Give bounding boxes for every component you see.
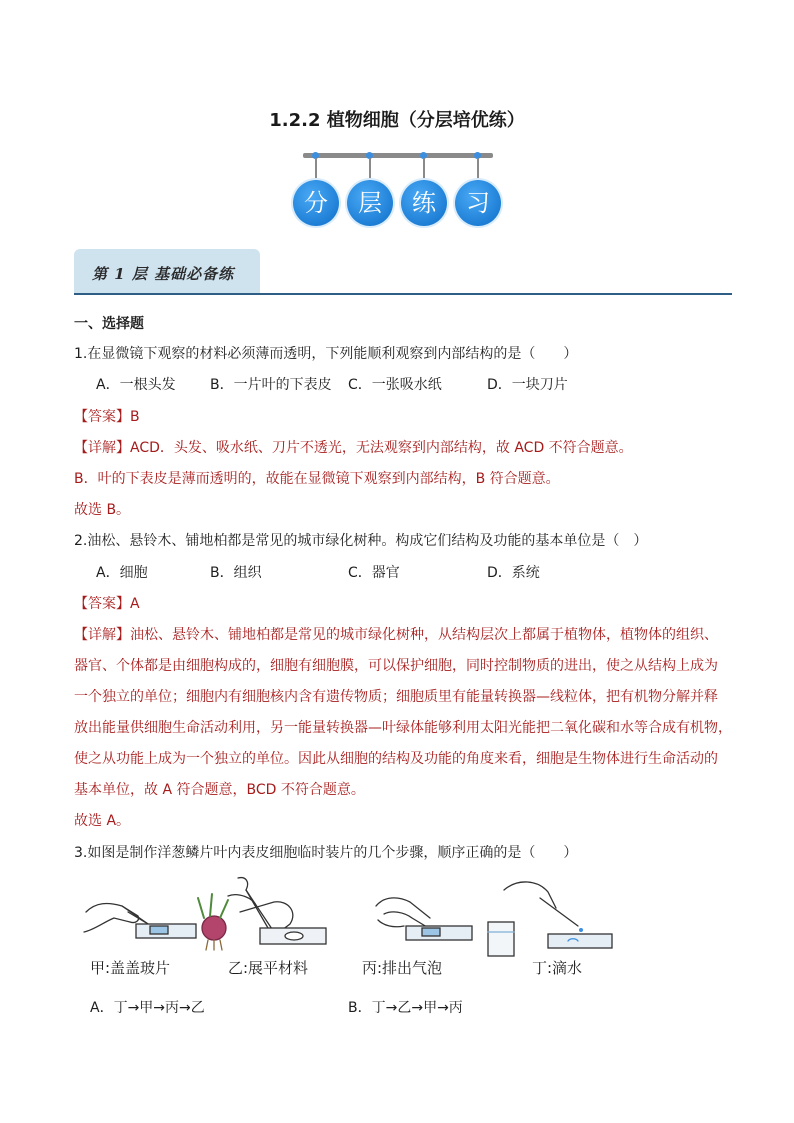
q1-option-a: A．一根头发 [96, 377, 176, 393]
q2-detail-line: 使之从功能上成为一个独立的单位。因此从细胞的结构及功能的角度来看，细胞是生物体进行生命活动的 [74, 751, 718, 767]
q1-option-c: C．一张吸水纸 [348, 377, 442, 393]
banner-stem [315, 158, 317, 182]
banner-char: 习 [455, 180, 501, 226]
q1-detail: B．叶的下表皮是薄而透明的，故能在显微镜下观察到内部结构，B 符合题意。 [74, 471, 560, 487]
section-heading: 一、选择题 [74, 316, 144, 332]
step-cover-slip-drawing [84, 904, 196, 938]
q2-option-d: D．系统 [487, 565, 540, 581]
level-label: 第 1 层 基础必备练 [92, 265, 235, 283]
banner-bar [303, 153, 493, 158]
step-add-water-drawing [488, 882, 612, 956]
q3-caption-bing: 丙:排出气泡 [362, 959, 443, 977]
q2-detail-line: 放出能量供细胞生命活动利用，另一能量转换器—叶绿体能够利用太阳光能把二氧化碳和水等合成有机物， [74, 720, 732, 736]
q2-stem: 2.油松、悬铃木、铺地柏都是常见的城市绿化树种。构成它们结构及功能的基本单位是（ ） [74, 533, 648, 549]
level-divider [74, 293, 732, 295]
q1-option-b: B．一片叶的下表皮 [210, 377, 332, 393]
q2-detail-line: 【详解】油松、悬铃木、铺地柏都是常见的城市绿化树种，从结构层次上都属于植物体，植物体的组织、 [74, 627, 718, 643]
banner-char: 练 [401, 180, 447, 226]
q1-option-d: D．一块刀片 [487, 377, 568, 393]
q1-detail: 【详解】ACD．头发、吸水纸、刀片不透光，无法观察到内部结构，故 ACD 不符合题意。 [74, 440, 633, 456]
page-title: 1.2.2 植物细胞（分层培优练） [269, 110, 525, 131]
banner-char: 层 [347, 180, 393, 226]
q2-detail-line: 一个独立的单位；细胞内有细胞核内含有遗传物质；细胞质里有能量转换器—线粒体，把有机物分解并释 [74, 689, 718, 705]
q3-option-b: B．丁→乙→甲→丙 [348, 1000, 463, 1016]
q3-stem: 3.如图是制作洋葱鳞片叶内表皮细胞临时装片的几个步骤，顺序正确的是（ ） [74, 845, 578, 861]
q1-stem: 1.在显微镜下观察的材料必须薄而透明，下列能顺利观察到内部结构的是（ ） [74, 346, 578, 362]
q3-caption-ding: 丁:滴水 [532, 959, 583, 977]
q2-option-b: B．组织 [210, 565, 262, 581]
q2-answer: 【答案】A [74, 596, 140, 612]
banner-stem [369, 158, 371, 182]
banner-char: 分 [293, 180, 339, 226]
q1-conclusion: 故选 B。 [74, 502, 131, 518]
banner-stem [477, 158, 479, 182]
q2-detail-line: 基本单位，故 A 符合题意，BCD 不符合题意。 [74, 782, 365, 798]
q2-option-c: C．器官 [348, 565, 400, 581]
step-spread-material-drawing [198, 878, 326, 950]
banner-stem [423, 158, 425, 182]
q3-caption-yi: 乙:展平材料 [228, 959, 309, 977]
q2-detail-line: 器官、个体都是由细胞构成的，细胞有细胞膜，可以保护细胞，同时控制物质的进出，使之从结构上成为 [74, 658, 718, 674]
q3-caption-jia: 甲:盖盖玻片 [90, 959, 171, 977]
q3-option-a: A．丁→甲→丙→乙 [90, 1000, 205, 1016]
q1-answer: 【答案】B [74, 409, 140, 425]
slide-steps-illustration [78, 872, 618, 960]
step-remove-bubbles-drawing [376, 898, 472, 940]
q2-option-a: A．细胞 [96, 565, 148, 581]
q2-conclusion: 故选 A。 [74, 813, 131, 829]
